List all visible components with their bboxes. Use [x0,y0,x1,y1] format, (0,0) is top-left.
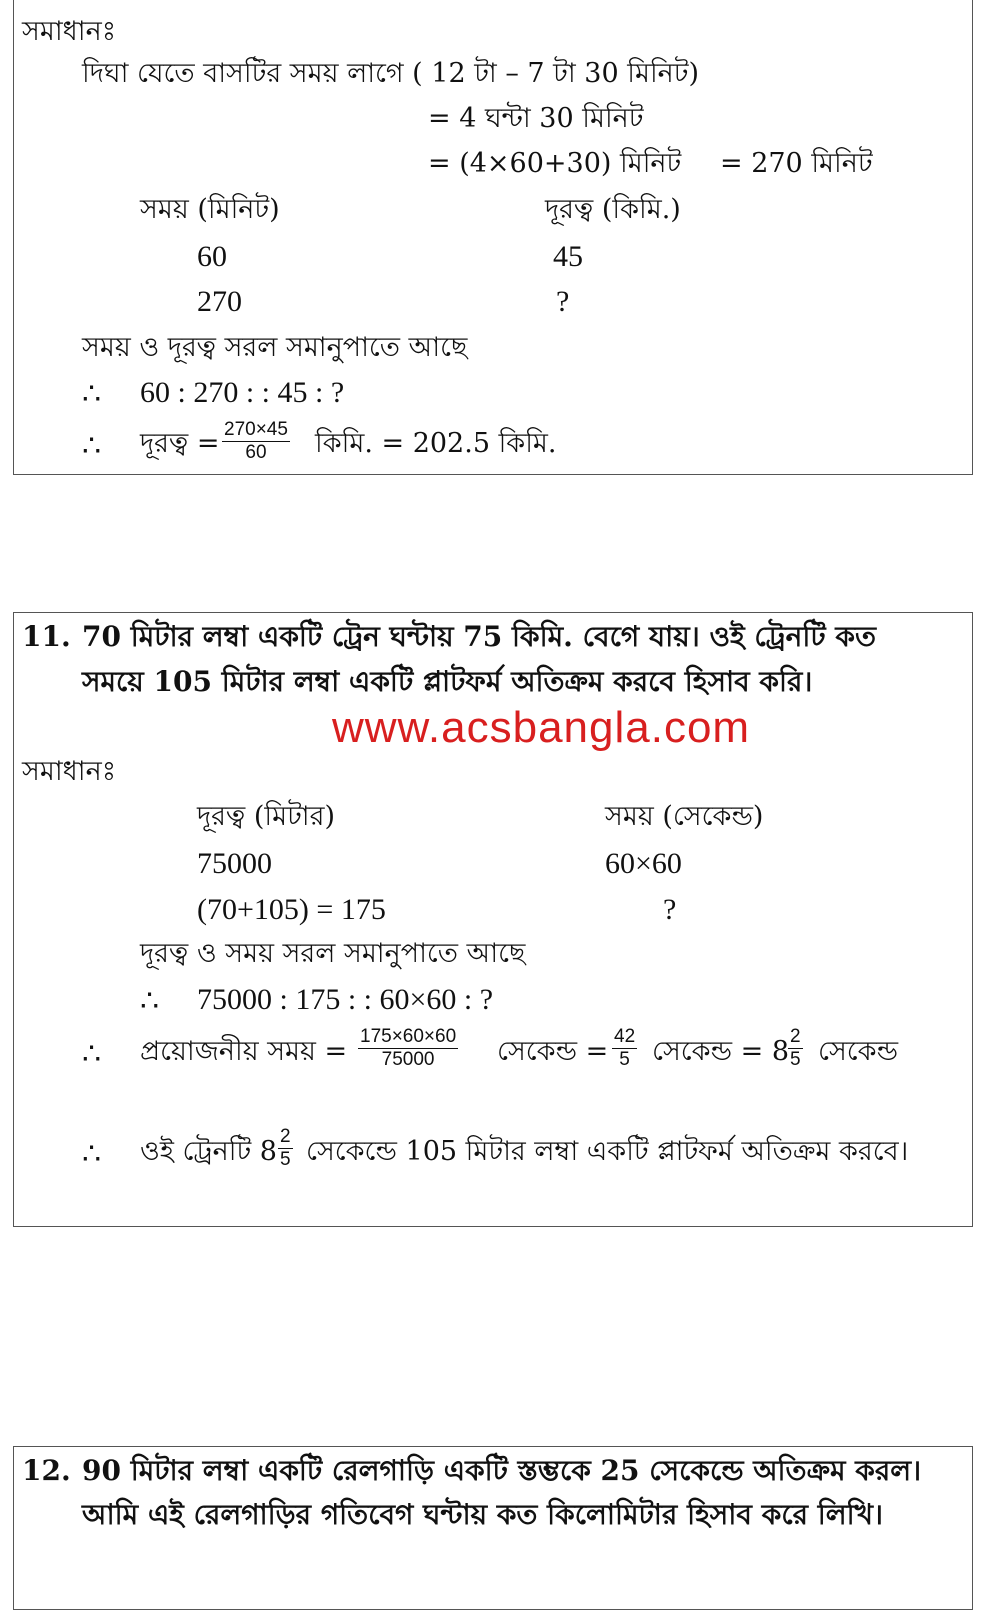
fraction-denominator: 5 [280,1149,291,1170]
therefore-symbol: ∴ [140,985,160,1018]
fraction-denominator: 75000 [381,1049,435,1070]
required-time-fraction [358,1026,458,1071]
question-number: 11. [22,620,71,653]
fraction-denominator: 5 [619,1049,630,1070]
travel-time-hours: = 4 ঘন্টা 30 মিনিট [428,103,644,134]
distance-fraction [222,419,290,464]
table-cell: 75000 [197,847,272,880]
question-text-line-2: আমি এই রেলগাড়ির গতিবেগ ঘন্টায় কত কিলোমিটার হিসাব করে লিখি। [82,1498,884,1531]
proportion-expression: 75000 : 175 : : 60×60 : ? [197,983,494,1016]
column-header-time: সময় (সেকেন্ড) [605,801,764,832]
fraction-numerator: 2 [280,1126,291,1147]
conclusion-fraction [278,1126,293,1171]
table-cell: 270 [197,285,242,318]
required-time-label: প্রয়োজনীয় সময় = [140,1036,348,1067]
unit-label: সেকেন্ড [818,1036,899,1067]
question-number: 12. [22,1454,71,1487]
proportion-statement: সময় ও দূরত্ব সরল সমানুপাতে আছে [82,332,468,363]
travel-time-line: দিঘা যেতে বাসটির সময় লাগে ( 12 টা – 7 টা 30 মিনিট) [82,58,700,89]
distance-result-label: দূরত্ব = [140,428,220,459]
table-cell: 60×60 [605,847,682,880]
fraction-numerator: 2 [790,1026,801,1047]
conclusion-end: সেকেন্ডে 105 মিটার লম্বা একটি প্লাটফর্ম অতিক্রম করবে। [306,1136,909,1167]
mixed-fraction-part [788,1026,803,1071]
therefore-symbol: ∴ [82,378,102,411]
solution-label: সমাধানঃ [22,16,117,47]
table-cell: ? [663,893,677,926]
table-cell: (70+105) = 175 [197,893,386,926]
fraction-numerator: 42 [614,1026,636,1047]
column-header-distance: দূরত্ব (মিটার) [197,801,336,832]
therefore-symbol: ∴ [82,1038,102,1071]
therefore-symbol: ∴ [82,1138,102,1171]
column-header-time: সময় (মিনিট) [140,194,280,225]
unit-equals: সেকেন্ড = [497,1036,609,1067]
travel-time-expression: = (4×60+30) মিনিট [428,148,682,179]
question-text-line-2: সময়ে 105 মিটার লম্বা একটি প্লাটফর্ম অতিক্রম করবে হিসাব করি। [82,665,813,698]
fraction-denominator: 5 [790,1049,801,1070]
table-cell: 60 [197,240,227,273]
distance-result-value: কিমি. = 202.5 কিমি. [315,428,557,459]
proportion-statement: দূরত্ব ও সময় সরল সমানুপাতে আছে [140,938,526,969]
table-cell: ? [556,285,570,318]
proportion-expression: 60 : 270 : : 45 : ? [140,376,345,409]
table-cell: 45 [553,240,583,273]
therefore-symbol: ∴ [82,430,102,463]
site-watermark: www.acsbangla.com [332,703,751,752]
travel-time-minutes: = 270 মিনিট [720,148,873,179]
question-text-line-1: 90 মিটার লম্বা একটি রেলগাড়ি একটি স্তম্ভকে 25 সেকেন্ডে অতিক্রম করল। [82,1454,922,1487]
simplified-fraction [612,1026,637,1071]
fraction-numerator: 175×60×60 [360,1026,457,1047]
unit-equals-mixed: সেকেন্ড = 8 [652,1036,790,1067]
fraction-denominator: 60 [245,442,267,463]
fraction-numerator: 270×45 [224,419,288,440]
solution-label: সমাধানঃ [22,756,117,787]
question-text-line-1: 70 মিটার লম্বা একটি ট্রেন ঘন্টায় 75 কিমি. বেগে যায়। ওই ট্রেনটি কত [82,620,876,653]
conclusion-start: ওই ট্রেনটি 8 [140,1136,277,1167]
column-header-distance: দূরত্ব (কিমি.) [545,194,681,225]
